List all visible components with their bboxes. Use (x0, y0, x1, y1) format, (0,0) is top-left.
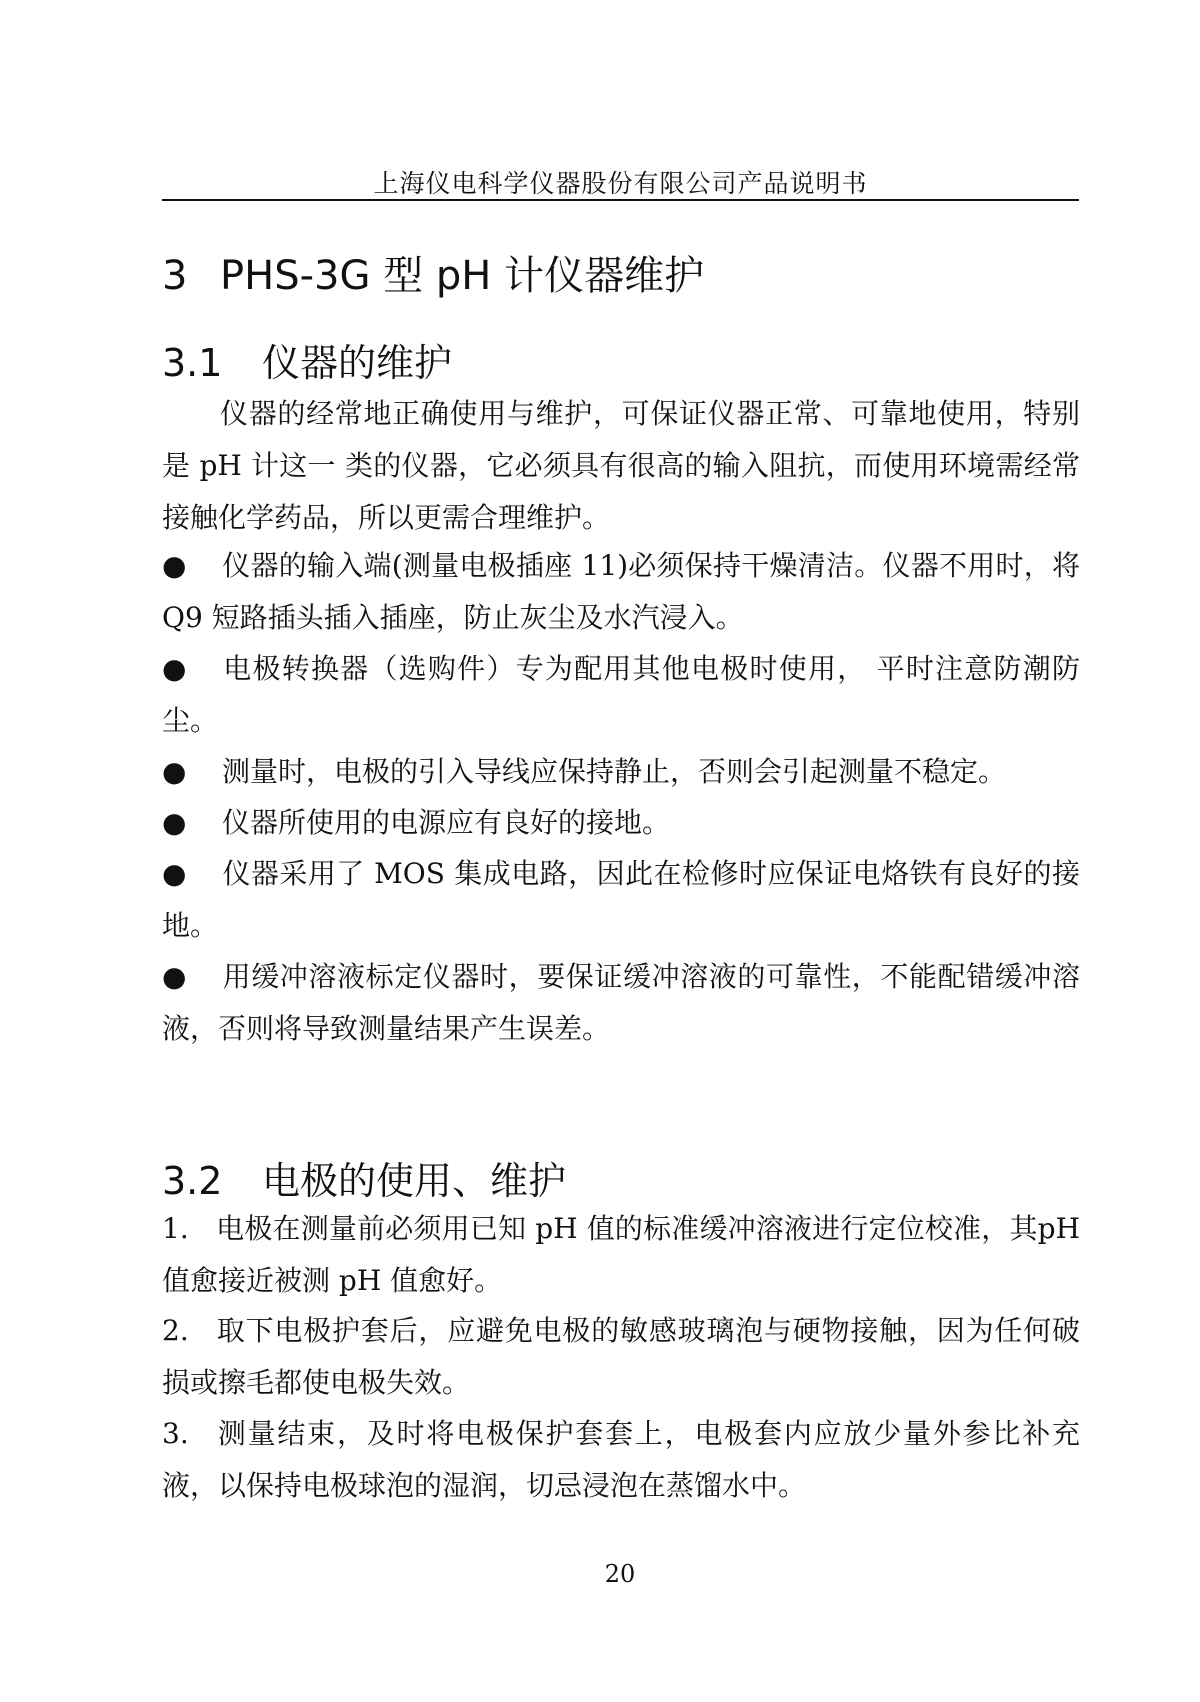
numbered-item (162, 1408, 1080, 1512)
chapter-number: 3 (162, 253, 188, 299)
bullet-icon: ● (162, 806, 187, 839)
item-text: 取下电极护套后，应避免电极的敏感玻璃泡与硬物接触，因为任何破损或擦毛都使电极失效。 (162, 1314, 1080, 1399)
list-item (162, 746, 1080, 798)
list-item-text: 测量时，电极的引入导线应保持静止，否则会引起测量不稳定。 (222, 755, 1007, 788)
section-heading-3-2 (162, 1150, 566, 1205)
bullet-icon: ● (162, 549, 187, 582)
bullet-icon: ● (162, 857, 187, 890)
section-heading-3-1 (162, 332, 452, 387)
section-number: 3.2 (162, 1159, 223, 1203)
section-title: 电极的使用、维护 (262, 1159, 567, 1203)
page-number: 20 (604, 1560, 636, 1588)
list-item-text: 仪器采用了 MOS 集成电路，因此在检修时应保证电烙铁有良好的接地。 (162, 857, 1080, 942)
chapter-title: PHS-3G 型 pH 计仪器维护 (220, 253, 705, 299)
section-title: 仪器的维护 (262, 341, 453, 385)
bullet-icon: ● (162, 652, 187, 685)
item-number: 3. (162, 1417, 189, 1450)
list-item (162, 848, 1080, 952)
bullet-icon: ● (162, 755, 187, 788)
list-item (162, 797, 1080, 849)
chapter-heading (162, 244, 704, 301)
section-number: 3.1 (162, 341, 223, 385)
item-text: 电极在测量前必须用已知 pH 值的标准缓冲溶液进行定位校准，其pH 值愈接近被测 pH 值愈好。 (162, 1212, 1080, 1297)
running-header: 上海仪电科学仪器股份有限公司产品说明书 (373, 169, 868, 198)
numbered-item (162, 1305, 1080, 1409)
item-number: 1. (162, 1212, 189, 1245)
list-item-text: 用缓冲溶液标定仪器时，要保证缓冲溶液的可靠性，不能配错缓冲溶液，否则将导致测量结果产生误差。 (162, 960, 1080, 1045)
item-text: 测量结束，及时将电极保护套套上，电极套内应放少量外参比补充液，以保持电极球泡的湿润，切忌浸泡在蒸馏水中。 (162, 1417, 1080, 1502)
list-item-text: 仪器所使用的电源应有良好的接地。 (222, 806, 671, 839)
list-item-text: 电极转换器（选购件）专为配用其他电极时使用， 平时注意防潮防尘。 (162, 652, 1080, 737)
bullet-icon: ● (162, 960, 187, 993)
list-item-text: 仪器的输入端(测量电极插座 11)必须保持干燥清洁。仪器不用时，将 Q9 短路插头插入插座，防止灰尘及水汽浸入。 (162, 549, 1080, 634)
intro-paragraph: 仪器的经常地正确使用与维护，可保证仪器正常、可靠地使用，特别是 pH 计这一 类的仪器，它必须具有很高的输入阻抗，而使用环境需经常接触化学药品，所以更需合理维护。 (162, 397, 1080, 534)
numbered-item (162, 1203, 1080, 1307)
list-item (162, 643, 1080, 747)
list-item (162, 951, 1080, 1055)
header-rule (162, 199, 1079, 201)
list-item (162, 540, 1080, 644)
item-number: 2. (162, 1314, 189, 1347)
